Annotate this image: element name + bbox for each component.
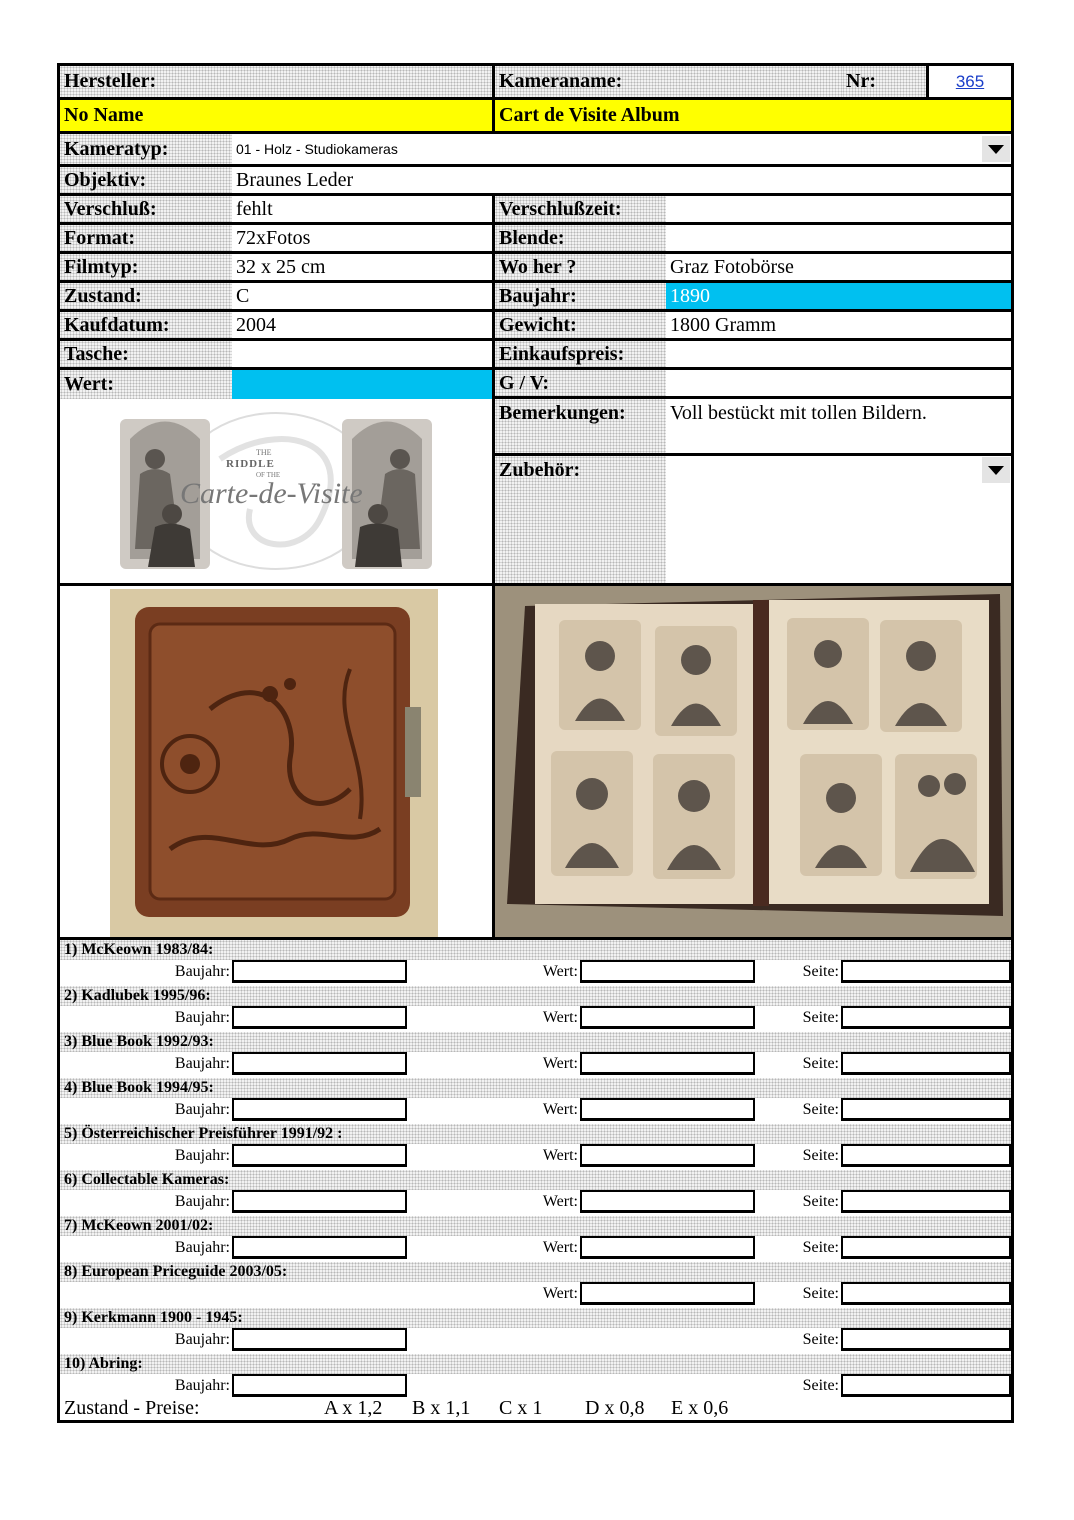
- objektiv-label: Objektiv:: [60, 167, 232, 193]
- reference-block: [60, 1170, 1011, 1216]
- reference-baujahr-field[interactable]: [232, 960, 407, 983]
- field-row: [60, 341, 1011, 370]
- reference-seite-label: Seite:: [802, 1100, 839, 1118]
- reference-baujahr-label: Baujahr:: [174, 962, 230, 980]
- reference-seite-field[interactable]: [841, 1006, 1011, 1029]
- field-row: [60, 196, 1011, 225]
- reference-title: 8) European Priceguide 2003/05:: [60, 1262, 1011, 1282]
- reference-baujahr-label: Baujahr:: [174, 1330, 230, 1348]
- filmtyp-value: 32 x 25 cm: [232, 254, 492, 280]
- reference-baujahr-field[interactable]: [232, 1328, 407, 1351]
- reference-baujahr-field[interactable]: [232, 1144, 407, 1167]
- gv-label: G / V:: [492, 370, 666, 399]
- reference-wert-label: Wert:: [542, 1192, 578, 1210]
- field-row: [60, 312, 1011, 341]
- objektiv-row: [60, 167, 1011, 196]
- reference-wert-field[interactable]: [580, 1144, 755, 1167]
- reference-seite-field[interactable]: [841, 1282, 1011, 1305]
- reference-seite-field[interactable]: [841, 1052, 1011, 1075]
- gv-value: [666, 370, 1011, 399]
- reference-block: [60, 1308, 1011, 1354]
- reference-baujahr-field[interactable]: [232, 1052, 407, 1075]
- kameraname-label: Kameraname:: [492, 66, 927, 97]
- wert-value: [232, 370, 492, 399]
- reference-block: [60, 1216, 1011, 1262]
- album-open-photo: [492, 586, 1011, 937]
- reference-wert-label: Wert:: [542, 1146, 578, 1164]
- reference-seite-label: Seite:: [802, 1330, 839, 1348]
- reference-title: 3) Blue Book 1992/93:: [60, 1032, 1011, 1052]
- wert-label: Wert:: [60, 370, 232, 399]
- riddle-logo-graphic: [60, 399, 492, 583]
- reference-baujahr-label: Baujahr:: [174, 1100, 230, 1118]
- woher-label: Wo her ?: [492, 254, 666, 280]
- reference-title: 4) Blue Book 1994/95:: [60, 1078, 1011, 1098]
- reference-seite-label: Seite:: [802, 1376, 839, 1394]
- tasche-label: Tasche:: [60, 341, 232, 367]
- nr-value[interactable]: 365: [926, 66, 1011, 97]
- reference-seite-label: Seite:: [802, 1238, 839, 1256]
- album-open-image: [495, 586, 1011, 937]
- reference-seite-label: Seite:: [802, 1008, 839, 1026]
- nr-label: Nr:: [842, 66, 928, 97]
- reference-block: [60, 1354, 1011, 1400]
- reference-title: 1) McKeown 1983/84:: [60, 940, 1011, 960]
- footer-price-c: C x 1: [495, 1397, 583, 1420]
- footer-label: Zustand - Preise:: [60, 1397, 320, 1420]
- reference-wert-label: Wert:: [542, 1238, 578, 1256]
- reference-block: [60, 1032, 1011, 1078]
- reference-wert-label: Wert:: [542, 1100, 578, 1118]
- album-cover-image: [60, 589, 492, 937]
- gewicht-value: 1800 Gramm: [666, 312, 1011, 338]
- reference-block: [60, 1124, 1011, 1170]
- reference-block: [60, 1078, 1011, 1124]
- zustand-label: Zustand:: [60, 283, 232, 309]
- field-row: [60, 254, 1011, 283]
- reference-seite-field[interactable]: [841, 1144, 1011, 1167]
- logo-script: Carte-de-Visite: [180, 477, 363, 510]
- reference-block: [60, 1262, 1011, 1308]
- einkaufspreis-value: [666, 341, 1011, 367]
- reference-wert-label: Wert:: [542, 1008, 578, 1026]
- reference-seite-label: Seite:: [802, 1146, 839, 1164]
- kameratyp-select[interactable]: 01 - Holz - Studiokameras: [232, 134, 1011, 164]
- reference-wert-field[interactable]: [580, 1006, 755, 1029]
- footer-row: [60, 1397, 1011, 1420]
- logo-riddle: RIDDLE: [226, 458, 275, 470]
- reference-title: 10) Abring:: [60, 1354, 1011, 1374]
- objektiv-value: Braunes Leder: [232, 167, 1011, 193]
- header-label-row: [60, 66, 1011, 100]
- reference-baujahr-field[interactable]: [232, 1098, 407, 1121]
- reference-baujahr-label: Baujahr:: [174, 1376, 230, 1394]
- reference-baujahr-label: Baujahr:: [174, 1238, 230, 1256]
- logo-the: THE: [256, 448, 272, 457]
- camera-record-sheet: [57, 63, 1014, 1423]
- kameratyp-dropdown-arrow-icon[interactable]: [982, 136, 1010, 162]
- reference-seite-field[interactable]: [841, 1236, 1011, 1259]
- reference-seite-label: Seite:: [802, 962, 839, 980]
- verschluss-label: Verschluß:: [60, 196, 232, 222]
- format-label: Format:: [60, 225, 232, 251]
- reference-title: 5) Österreichischer Preisführer 1991/92 :: [60, 1124, 1011, 1144]
- reference-seite-label: Seite:: [802, 1284, 839, 1302]
- reference-block: [60, 940, 1011, 986]
- reference-title: 6) Collectable Kameras:: [60, 1170, 1011, 1190]
- kaufdatum-label: Kaufdatum:: [60, 312, 232, 338]
- reference-baujahr-label: Baujahr:: [174, 1054, 230, 1072]
- reference-seite-field[interactable]: [841, 1328, 1011, 1351]
- reference-wert-label: Wert:: [542, 1054, 578, 1072]
- reference-title: 7) McKeown 2001/02:: [60, 1216, 1011, 1236]
- reference-wert-label: Wert:: [542, 962, 578, 980]
- kameraname-value: Cart de Visite Album: [492, 100, 1011, 131]
- reference-baujahr-label: Baujahr:: [174, 1192, 230, 1210]
- blende-value: [666, 225, 1011, 251]
- logo-of-the: OF THE: [256, 471, 281, 479]
- reference-baujahr-field[interactable]: [232, 1236, 407, 1259]
- tasche-value: [232, 341, 492, 367]
- riddle-logo: [60, 399, 492, 586]
- format-value: 72xFotos: [232, 225, 492, 251]
- zubehoer-dropdown-arrow-icon[interactable]: [982, 457, 1010, 483]
- reference-baujahr-label: Baujahr:: [174, 1146, 230, 1164]
- reference-wert-field[interactable]: [580, 1236, 755, 1259]
- reference-wert-field[interactable]: [580, 1052, 755, 1075]
- hersteller-label: Hersteller:: [60, 66, 492, 97]
- footer-price-e: E x 0,6: [667, 1397, 767, 1420]
- kameratyp-label: Kameratyp:: [60, 134, 232, 164]
- reference-seite-label: Seite:: [802, 1054, 839, 1072]
- einkaufspreis-label: Einkaufspreis:: [492, 341, 666, 367]
- reference-wert-field[interactable]: [580, 1190, 755, 1213]
- album-cover-photo: [60, 589, 492, 937]
- reference-seite-field[interactable]: [841, 1374, 1011, 1397]
- footer-price-a: A x 1,2: [320, 1397, 408, 1420]
- filmtyp-label: Filmtyp:: [60, 254, 232, 280]
- reference-block: [60, 986, 1011, 1032]
- zubehoer-value[interactable]: [666, 456, 1011, 583]
- reference-seite-label: Seite:: [802, 1192, 839, 1210]
- verschluss-value: fehlt: [232, 196, 492, 222]
- reference-title: 9) Kerkmann 1900 - 1945:: [60, 1308, 1011, 1328]
- zustand-value: C: [232, 283, 492, 309]
- field-row: [60, 225, 1011, 254]
- blende-label: Blende:: [492, 225, 666, 251]
- baujahr-value: 1890: [666, 283, 1011, 309]
- bemerkungen-value: Voll bestückt mit tollen Bildern.: [666, 399, 1011, 455]
- reference-baujahr-field[interactable]: [232, 1190, 407, 1213]
- field-row: [60, 370, 1011, 399]
- baujahr-label: Baujahr:: [492, 283, 666, 309]
- zubehoer-label: Zubehör:: [495, 456, 666, 583]
- gewicht-label: Gewicht:: [492, 312, 666, 338]
- bemerkungen-label: Bemerkungen:: [495, 399, 666, 455]
- field-row: [60, 283, 1011, 312]
- header-value-row: [60, 100, 1011, 134]
- reference-wert-field[interactable]: [580, 960, 755, 983]
- reference-seite-field[interactable]: [841, 1190, 1011, 1213]
- reference-baujahr-label: Baujahr:: [174, 1008, 230, 1026]
- reference-baujahr-field[interactable]: [232, 1374, 407, 1397]
- hersteller-value: No Name: [60, 100, 492, 131]
- woher-value: Graz Fotobörse: [666, 254, 1011, 280]
- reference-baujahr-field[interactable]: [232, 1006, 407, 1029]
- notes-area: [492, 399, 1011, 586]
- reference-wert-field[interactable]: [580, 1098, 755, 1121]
- reference-seite-field[interactable]: [841, 1098, 1011, 1121]
- reference-seite-field[interactable]: [841, 960, 1011, 983]
- reference-wert-label: Wert:: [542, 1284, 578, 1302]
- reference-wert-field[interactable]: [580, 1282, 755, 1305]
- verschlusszeit-label: Verschlußzeit:: [492, 196, 666, 222]
- footer-price-d: D x 0,8: [581, 1397, 669, 1420]
- verschlusszeit-value: [666, 196, 1011, 222]
- reference-title: 2) Kadlubek 1995/96:: [60, 986, 1011, 1006]
- kameratyp-row: [60, 134, 1011, 167]
- footer-price-b: B x 1,1: [408, 1397, 496, 1420]
- kaufdatum-value: 2004: [232, 312, 492, 338]
